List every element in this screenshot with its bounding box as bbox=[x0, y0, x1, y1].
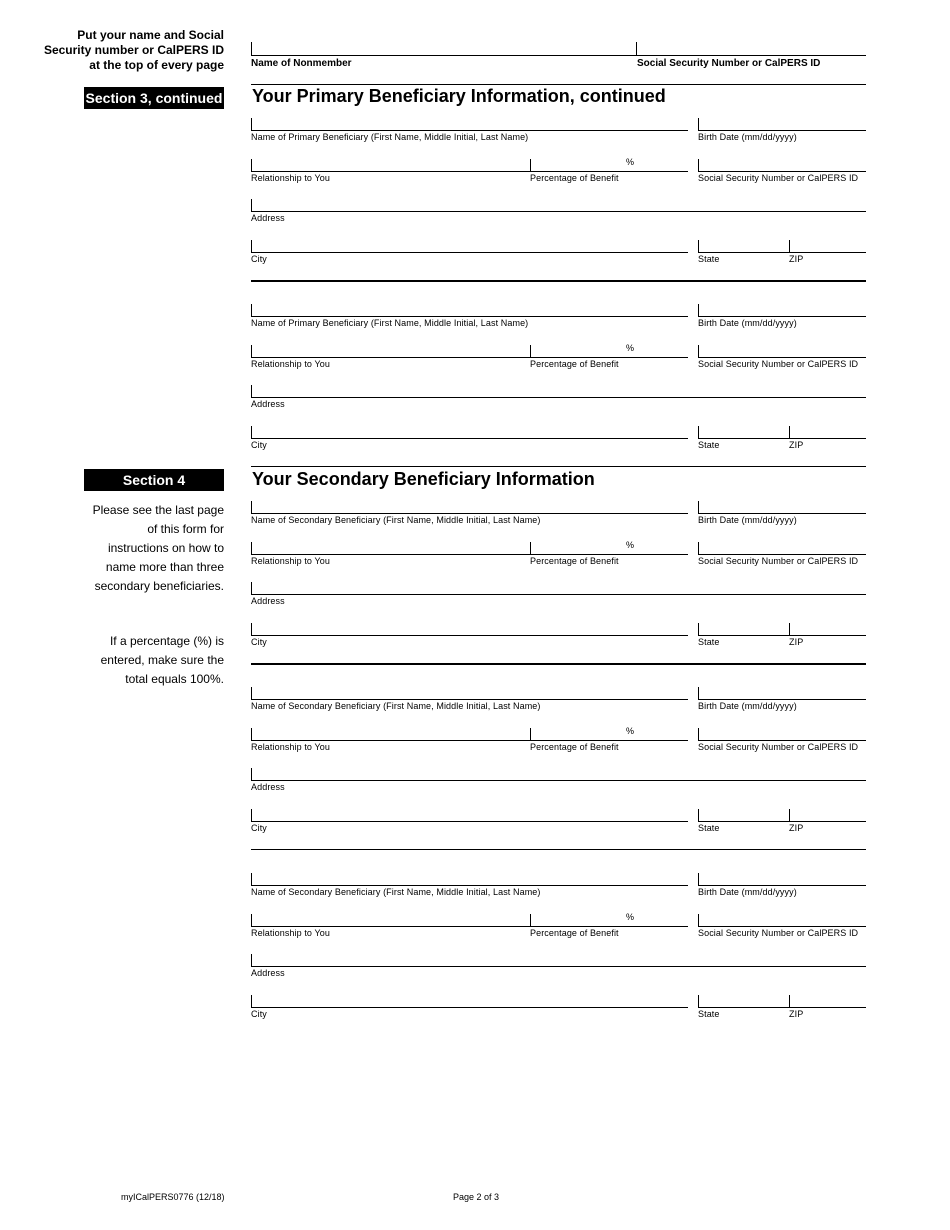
section3-title: Your Primary Beneficiary Information, continued bbox=[252, 86, 666, 106]
secondary-2-zip-field[interactable] bbox=[790, 809, 866, 821]
secondary-1-name-field[interactable] bbox=[252, 501, 688, 513]
primary-1-address-label: Address bbox=[251, 213, 285, 223]
secondary-3-ssn-field[interactable] bbox=[699, 914, 866, 926]
primary-1-name-field[interactable] bbox=[252, 118, 688, 130]
primary-1-birthdate-field[interactable] bbox=[699, 118, 866, 130]
section3-bottom-rule bbox=[251, 466, 866, 467]
header-rule bbox=[251, 55, 866, 56]
primary-2-relationship-label: Relationship to You bbox=[251, 359, 330, 369]
secondary-1-address-rule bbox=[251, 594, 866, 595]
primary-2-ssn-field[interactable] bbox=[699, 345, 866, 357]
primary-2-address-label: Address bbox=[251, 399, 285, 409]
primary-1-relationship-label: Relationship to You bbox=[251, 173, 330, 183]
primary-1-birthdate-label: Birth Date (mm/dd/yyyy) bbox=[698, 132, 797, 142]
secondary-1-zip-label: ZIP bbox=[789, 637, 804, 647]
secondary-3-percentage-field[interactable] bbox=[531, 914, 625, 926]
secondary-3-address-field[interactable] bbox=[252, 954, 866, 966]
section4-title: Your Secondary Beneficiary Information bbox=[252, 469, 595, 489]
secondary-3-state-label: State bbox=[698, 1009, 720, 1019]
secondary-2-relationship-label: Relationship to You bbox=[251, 742, 330, 752]
secondary-1-address-field[interactable] bbox=[252, 582, 866, 594]
primary-1-name-rule bbox=[251, 130, 688, 131]
secondary-2-percentage-label: Percentage of Benefit bbox=[530, 742, 619, 752]
section3-block-divider bbox=[251, 280, 866, 282]
section3-badge: Section 3, continued bbox=[84, 87, 224, 109]
secondary-1-percentage-field[interactable] bbox=[531, 542, 625, 554]
secondary-3-ssn-rule bbox=[698, 926, 866, 927]
secondary-1-percentage-label: Percentage of Benefit bbox=[530, 556, 619, 566]
primary-2-birthdate-label: Birth Date (mm/dd/yyyy) bbox=[698, 318, 797, 328]
secondary-3-zip-field[interactable] bbox=[790, 995, 866, 1007]
primary-2-city-rule bbox=[251, 438, 688, 439]
secondary-2-relationship-field[interactable] bbox=[252, 728, 530, 740]
primary-1-ssn-rule bbox=[698, 171, 866, 172]
primary-1-zip-field[interactable] bbox=[790, 240, 866, 252]
primary-1-ssn-field[interactable] bbox=[699, 159, 866, 171]
secondary-1-city-rule bbox=[251, 635, 688, 636]
secondary-2-percentage-field[interactable] bbox=[531, 728, 625, 740]
primary-1-percent-sign: % bbox=[626, 157, 635, 167]
secondary-3-address-rule bbox=[251, 966, 866, 967]
nonmember-name-field[interactable] bbox=[252, 40, 632, 55]
nonmember-ssn-field[interactable] bbox=[637, 40, 866, 55]
secondary-1-state-zip-rule bbox=[698, 635, 866, 636]
primary-2-name-label: Name of Primary Beneficiary (First Name, Middle Initial, Last Name) bbox=[251, 318, 529, 328]
nonmember-name-label: Name of Nonmember bbox=[251, 58, 352, 69]
secondary-1-relationship-label: Relationship to You bbox=[251, 556, 330, 566]
secondary-2-address-label: Address bbox=[251, 782, 285, 792]
primary-1-address-rule bbox=[251, 211, 866, 212]
primary-1-address-field[interactable] bbox=[252, 199, 866, 211]
secondary-3-percent-sign: % bbox=[626, 912, 635, 922]
secondary-3-city-rule bbox=[251, 1007, 688, 1008]
secondary-2-state-field[interactable] bbox=[699, 809, 789, 821]
secondary-2-relationship-rule bbox=[251, 740, 688, 741]
primary-2-ssn-rule bbox=[698, 357, 866, 358]
secondary-3-relationship-label: Relationship to You bbox=[251, 928, 330, 938]
secondary-3-state-zip-rule bbox=[698, 1007, 866, 1008]
secondary-3-city-field[interactable] bbox=[252, 995, 688, 1007]
secondary-2-percent-sign: % bbox=[626, 726, 635, 736]
secondary-3-state-field[interactable] bbox=[699, 995, 789, 1007]
secondary-3-city-label: City bbox=[251, 1009, 267, 1019]
secondary-3-name-field[interactable] bbox=[252, 873, 688, 885]
secondary-1-state-label: State bbox=[698, 637, 720, 647]
secondary-2-zip-label: ZIP bbox=[789, 823, 804, 833]
secondary-3-relationship-rule bbox=[251, 926, 688, 927]
secondary-1-birthdate-rule bbox=[698, 513, 866, 514]
primary-1-percentage-label: Percentage of Benefit bbox=[530, 173, 619, 183]
primary-2-birthdate-field[interactable] bbox=[699, 304, 866, 316]
secondary-2-ssn-field[interactable] bbox=[699, 728, 866, 740]
secondary-2-state-zip-rule bbox=[698, 821, 866, 822]
primary-2-percentage-field[interactable] bbox=[531, 345, 625, 357]
form-id: myICalPERS0776 (12/18) bbox=[121, 1192, 225, 1202]
primary-1-city-field[interactable] bbox=[252, 240, 688, 252]
primary-2-zip-label: ZIP bbox=[789, 440, 804, 450]
secondary-3-percentage-label: Percentage of Benefit bbox=[530, 928, 619, 938]
secondary-2-name-rule bbox=[251, 699, 688, 700]
secondary-1-ssn-rule bbox=[698, 554, 866, 555]
secondary-2-name-label: Name of Secondary Beneficiary (First Name, Middle Initial, Last Name) bbox=[251, 701, 541, 711]
secondary-1-zip-field[interactable] bbox=[790, 623, 866, 635]
primary-2-relationship-rule bbox=[251, 357, 688, 358]
primary-1-relationship-field[interactable] bbox=[252, 159, 530, 171]
primary-2-address-rule bbox=[251, 397, 866, 398]
primary-1-zip-label: ZIP bbox=[789, 254, 804, 264]
primary-2-percent-sign: % bbox=[626, 343, 635, 353]
primary-1-percentage-field[interactable] bbox=[531, 159, 625, 171]
secondary-2-city-rule bbox=[251, 821, 688, 822]
primary-2-birthdate-rule bbox=[698, 316, 866, 317]
secondary-1-city-field[interactable] bbox=[252, 623, 688, 635]
section4-note-percentage: If a percentage (%) is entered, make sure the total equals 100%. bbox=[100, 634, 224, 686]
primary-2-city-field[interactable] bbox=[252, 426, 688, 438]
primary-2-city-label: City bbox=[251, 440, 267, 450]
secondary-1-address-label: Address bbox=[251, 596, 285, 606]
secondary-1-state-field[interactable] bbox=[699, 623, 789, 635]
secondary-2-city-label: City bbox=[251, 823, 267, 833]
secondary-3-relationship-field[interactable] bbox=[252, 914, 530, 926]
primary-2-state-zip-rule bbox=[698, 438, 866, 439]
secondary-2-ssn-rule bbox=[698, 740, 866, 741]
primary-1-relationship-rule bbox=[251, 171, 688, 172]
primary-2-relationship-field[interactable] bbox=[252, 345, 530, 357]
primary-1-state-label: State bbox=[698, 254, 720, 264]
primary-2-ssn-label: Social Security Number or CalPERS ID bbox=[698, 359, 859, 369]
secondary-2-birthdate-label: Birth Date (mm/dd/yyyy) bbox=[698, 701, 797, 711]
primary-1-ssn-label: Social Security Number or CalPERS ID bbox=[698, 173, 859, 183]
secondary-1-ssn-field[interactable] bbox=[699, 542, 866, 554]
secondary-2-city-field[interactable] bbox=[252, 809, 688, 821]
secondary-3-name-label: Name of Secondary Beneficiary (First Name, Middle Initial, Last Name) bbox=[251, 887, 541, 897]
secondary-2-birthdate-field[interactable] bbox=[699, 687, 866, 699]
header-bottom-rule bbox=[251, 84, 866, 85]
secondary-2-address-field[interactable] bbox=[252, 768, 866, 780]
primary-2-name-rule bbox=[251, 316, 688, 317]
primary-1-city-label: City bbox=[251, 254, 267, 264]
secondary-2-address-rule bbox=[251, 780, 866, 781]
secondary-3-birthdate-field[interactable] bbox=[699, 873, 866, 885]
section4-badge: Section 4 bbox=[84, 469, 224, 491]
secondary-2-ssn-label: Social Security Number or CalPERS ID bbox=[698, 742, 859, 752]
secondary-2-name-field[interactable] bbox=[252, 687, 688, 699]
primary-1-state-zip-rule bbox=[698, 252, 866, 253]
secondary-1-birthdate-label: Birth Date (mm/dd/yyyy) bbox=[698, 515, 797, 525]
secondary-3-name-rule bbox=[251, 885, 688, 886]
secondary-3-address-label: Address bbox=[251, 968, 285, 978]
primary-2-state-field[interactable] bbox=[699, 426, 789, 438]
primary-1-state-field[interactable] bbox=[699, 240, 789, 252]
secondary-1-ssn-label: Social Security Number or CalPERS ID bbox=[698, 556, 859, 566]
primary-2-percentage-label: Percentage of Benefit bbox=[530, 359, 619, 369]
primary-1-name-label: Name of Primary Beneficiary (First Name, Middle Initial, Last Name) bbox=[251, 132, 529, 142]
secondary-3-birthdate-label: Birth Date (mm/dd/yyyy) bbox=[698, 887, 797, 897]
primary-1-birthdate-rule bbox=[698, 130, 866, 131]
secondary-1-percent-sign: % bbox=[626, 540, 635, 550]
header-instruction: Put your name and Social Security number or CalPERS ID at the top of every page bbox=[43, 28, 224, 72]
secondary-1-relationship-field[interactable] bbox=[252, 542, 530, 554]
section4-note-instructions: Please see the last page of this form for instructions on how to name more than three secondary beneficiaries. bbox=[92, 503, 224, 593]
primary-2-zip-field[interactable] bbox=[790, 426, 866, 438]
secondary-1-relationship-rule bbox=[251, 554, 688, 555]
primary-2-state-label: State bbox=[698, 440, 720, 450]
secondary-2-state-label: State bbox=[698, 823, 720, 833]
nonmember-ssn-label: Social Security Number or CalPERS ID bbox=[637, 58, 821, 69]
secondary-1-birthdate-field[interactable] bbox=[699, 501, 866, 513]
secondary-1-name-rule bbox=[251, 513, 688, 514]
primary-2-address-field[interactable] bbox=[252, 385, 866, 397]
secondary-1-city-label: City bbox=[251, 637, 267, 647]
secondary-3-ssn-label: Social Security Number or CalPERS ID bbox=[698, 928, 859, 938]
primary-1-city-rule bbox=[251, 252, 688, 253]
primary-2-name-field[interactable] bbox=[252, 304, 688, 316]
secondary-1-name-label: Name of Secondary Beneficiary (First Name, Middle Initial, Last Name) bbox=[251, 515, 541, 525]
page-number: Page 2 of 3 bbox=[453, 1192, 500, 1202]
secondary-2-birthdate-rule bbox=[698, 699, 866, 700]
secondary-3-birthdate-rule bbox=[698, 885, 866, 886]
section4-block-divider-2 bbox=[251, 849, 866, 850]
section4-block-divider-1 bbox=[251, 663, 866, 665]
secondary-3-zip-label: ZIP bbox=[789, 1009, 804, 1019]
